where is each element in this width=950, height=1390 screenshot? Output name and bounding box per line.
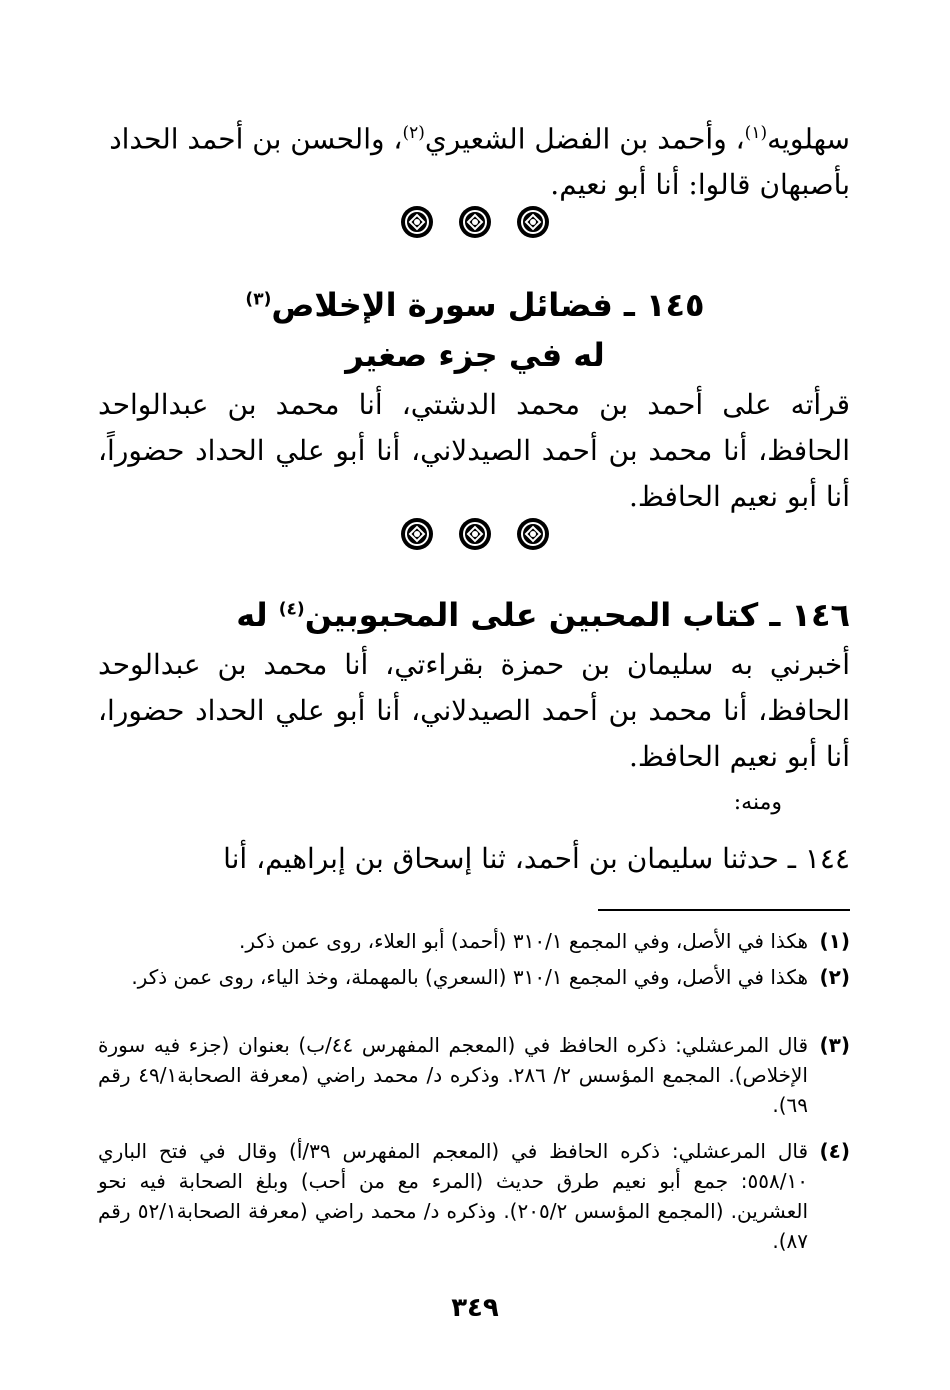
footnote-number: (١) xyxy=(819,929,850,953)
separator-ornament-icon xyxy=(457,516,493,552)
footnote-text: هكذا في الأصل، وفي المجمع ٣١٠/١ (السعري) بالمهملة، وخذ الياء، روى عمن ذكر. xyxy=(131,965,808,989)
footnote-3 xyxy=(98,1030,850,1120)
footnote-number: (٢) xyxy=(819,965,850,989)
footnote-ref-1: (١) xyxy=(744,123,768,143)
footnote-separator xyxy=(598,909,850,911)
section-146-title-text: ١٤٦ ـ كتاب المحبين على المحبوبين xyxy=(304,596,850,634)
section-145-subtitle: له في جزء صغير xyxy=(345,336,605,374)
footnote-1 xyxy=(98,926,850,956)
intro-text-b: ، وأحمد بن الفضل الشعيري xyxy=(424,122,745,156)
footnote-number: (٣) xyxy=(819,1033,850,1057)
page-number: ٣٤٩ xyxy=(451,1293,499,1323)
footnote-text: هكذا في الأصل، وفي المجمع ٣١٠/١ (أحمد) أبو العلاء، روى عمن ذكر. xyxy=(239,929,808,953)
footnote-ref-3: (٣) xyxy=(245,289,272,310)
section-145-title-text: ١٤٥ ـ فضائل سورة الإخلاص xyxy=(271,286,705,324)
section-146-title-suffix: له xyxy=(236,596,279,634)
intro-text-c: ، والحسن بن أحمد الحداد xyxy=(109,122,403,156)
section-146-body: أخبرني به سليمان بن حمزة بقراءتي، أنا محمد بن عبدالوحد الحافظ، أنا محمد بن أحمد الصيدلاني، أنا أبو علي الحداد حضورا، أنا أبو نعيم الحافظ. xyxy=(98,648,851,773)
separator-ornament-icon xyxy=(399,204,435,240)
minhu-label: ومنه: xyxy=(733,790,782,815)
footnote-text: قال المرعشلي: ذكره الحافظ في (المعجم المفهرس ٣٩/أ) وقال في فتح الباري ٥٥٨/١٠: جمع أبو نعيم طرق حديث (المرء مع من أحب) وبلغ الصحابة فيه نحو العشرين. (المجمع المؤسس ٢٠٥/٢). وذكره د/ محمد راضي (معرفة الصحابة٥٢/١ رقم ٨٧). xyxy=(98,1139,808,1253)
intro-text-a: سهلويه xyxy=(767,122,850,156)
section-146-title xyxy=(98,596,850,634)
section-145-body: قرأته على أحمد بن محمد الدشتي، أنا محمد بن عبدالواحد الحافظ، أنا محمد بن أحمد الصيدلاني، أنا أبو علي الحداد حضوراً، أنا أبو نعيم الحافظ. xyxy=(98,388,850,513)
separator-ornament-icon xyxy=(399,516,435,552)
separator-ornament-icon xyxy=(515,516,551,552)
footnote-ref-4: (٤) xyxy=(278,599,305,620)
separator-ornament-icon xyxy=(457,204,493,240)
hadith-line: ١٤٤ ـ حدثنا سليمان بن أحمد، ثنا إسحاق بن إبراهيم، أنا xyxy=(223,842,850,875)
footnote-text: قال المرعشلي: ذكره الحافظ في (المعجم المفهرس ٤٤/ب) بعنوان (جزء فيه سورة الإخلاص). المجمع المؤسس ٢/ ٢٨٦. وذكره د/ محمد راضي (معرفة الصحابة٤٩/١ رقم ٦٩). xyxy=(98,1033,808,1117)
footnote-2 xyxy=(98,962,850,992)
section-145-title xyxy=(0,286,950,324)
footnote-4 xyxy=(98,1136,850,1256)
ornament-divider xyxy=(0,204,950,244)
footnote-ref-2: (٢) xyxy=(402,123,425,143)
footnote-number: (٤) xyxy=(819,1139,850,1163)
ornament-divider xyxy=(0,516,950,556)
intro-text-line2: بأصبهان قالوا: أنا أبو نعيم. xyxy=(550,168,850,202)
separator-ornament-icon xyxy=(515,204,551,240)
intro-paragraph xyxy=(98,110,850,208)
